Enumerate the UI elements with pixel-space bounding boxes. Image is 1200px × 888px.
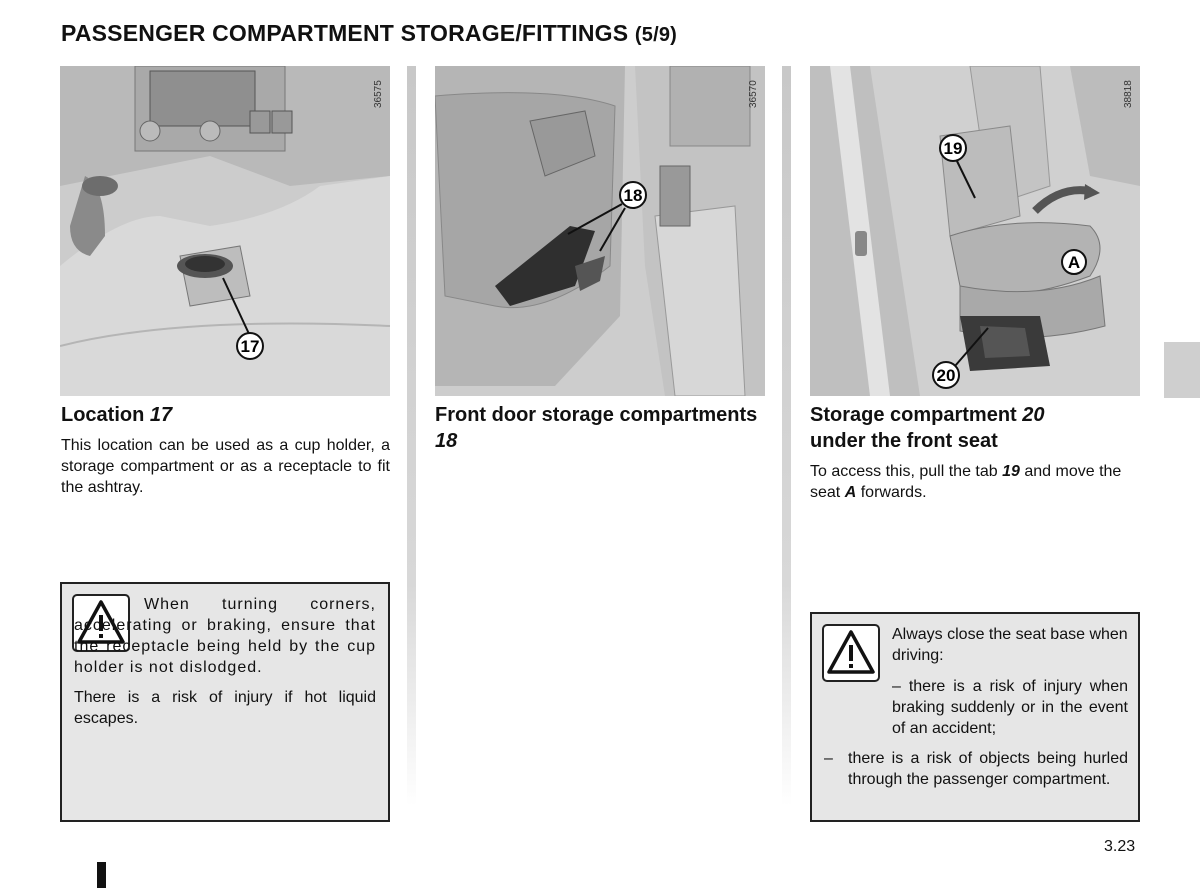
bullet-text: there is a risk of objects being hurled through the passenger compartment. — [848, 750, 1128, 788]
instruction-ref-19: 19 — [1002, 463, 1020, 480]
heading-number: 20 — [1022, 404, 1045, 426]
heading-text: Front door storage compartments — [435, 404, 758, 426]
photo-reference-number: 36570 — [748, 80, 759, 108]
callout-20: 20 — [936, 366, 956, 385]
page-title — [61, 20, 677, 47]
section-heading-door-storage — [435, 402, 765, 454]
warning-intro: Always close the seat base when driving: — [892, 626, 1128, 664]
location-description: This location can be used as a cup holder, a storage compartment or as a receptacle to fit the ashtray. — [61, 437, 390, 496]
callout-17: 17 — [240, 337, 260, 356]
door-storage-illustration — [435, 66, 765, 396]
cup-holder-illustration — [60, 66, 390, 396]
warning-bullet-1 — [892, 676, 1128, 739]
heading-text: Storage compartment — [810, 404, 1017, 426]
instruction-text: To access this, pull the tab — [810, 463, 998, 480]
instruction-text: and move the seat — [810, 463, 1122, 501]
bullet-text: there is a risk of injury when braking suddenly or in the event of an accident; — [892, 678, 1128, 737]
chapter-tab — [1164, 342, 1200, 398]
callout-a: A — [1067, 253, 1081, 272]
photo-door-storage — [435, 66, 765, 396]
column-divider-left — [407, 66, 416, 806]
warning-box-cup-holder — [60, 582, 390, 822]
photo-reference-number: 36575 — [373, 80, 384, 108]
heading-number: 17 — [149, 404, 173, 426]
heading-text-line2: under the front seat — [810, 430, 998, 452]
photo-cup-holder — [60, 66, 390, 396]
photo-seat-storage — [810, 66, 1140, 396]
bullet-mark: – — [892, 678, 901, 695]
column-divider-right — [782, 66, 791, 806]
warning-triangle-icon — [822, 624, 880, 682]
section-heading-location — [61, 402, 391, 428]
page-title-text: PASSENGER COMPARTMENT STORAGE/FITTINGS — [61, 20, 629, 46]
warning-paragraph: When turning corners, accelerating or braking, ensure that the receptacle being held by the cup holder is not dislodged. — [74, 596, 376, 676]
warning-box-seat-base — [810, 612, 1140, 822]
bullet-mark: – — [824, 750, 833, 767]
page-title-part: (5/9) — [634, 24, 678, 46]
seat-storage-illustration — [810, 66, 1140, 396]
warning-bullet-2 — [824, 748, 1128, 790]
callout-18: 18 — [623, 186, 643, 205]
heading-number: 18 — [435, 430, 458, 452]
page-number: 3.23 — [1104, 838, 1136, 855]
crop-mark — [97, 862, 106, 888]
instruction-ref-a: A — [844, 484, 857, 501]
warning-paragraph: There is a risk of injury if hot liquid escapes. — [74, 689, 376, 727]
heading-text: Location — [61, 404, 145, 426]
callout-19: 19 — [943, 139, 963, 158]
section-heading-seat-storage — [810, 402, 1140, 454]
instruction-text: forwards. — [860, 484, 927, 501]
photo-reference-number: 38818 — [1123, 80, 1134, 108]
seat-storage-instructions — [810, 461, 1142, 503]
